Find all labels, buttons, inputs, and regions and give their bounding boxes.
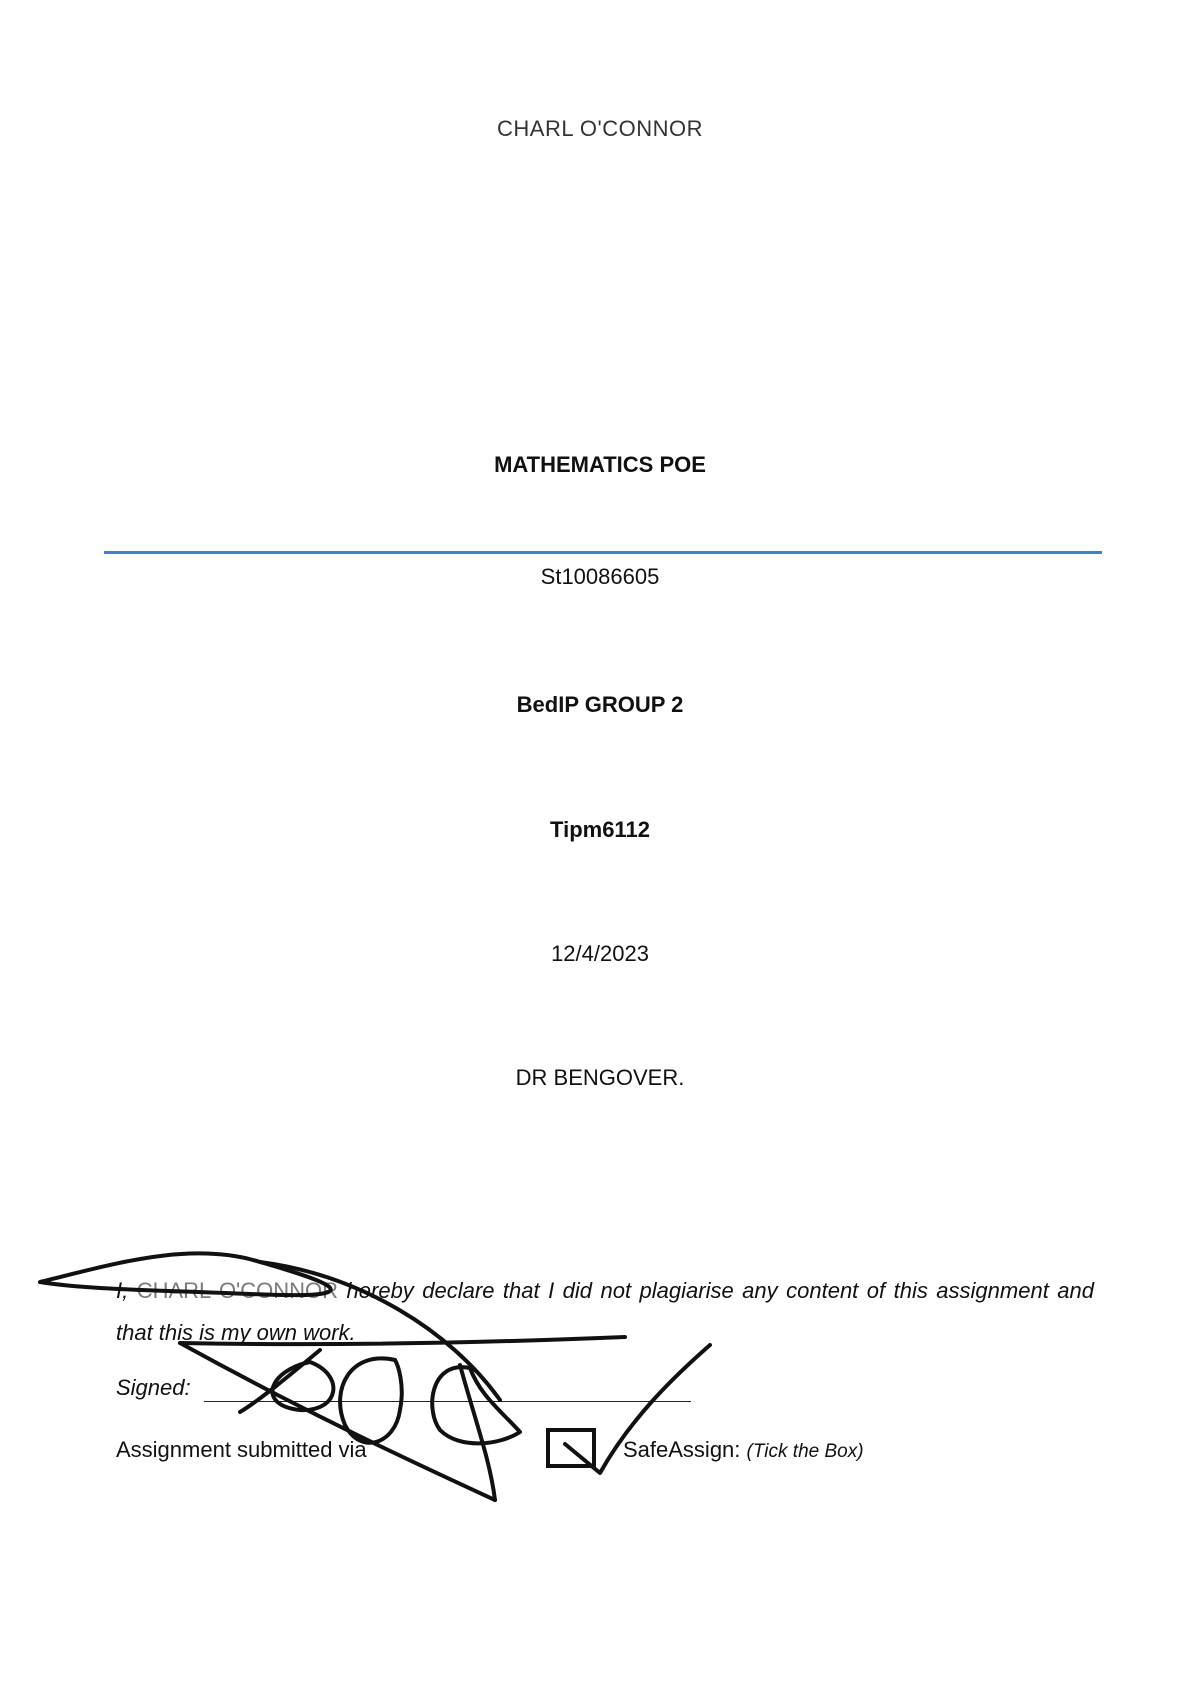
author-name: CHARL O'CONNOR — [497, 116, 703, 141]
document-title: MATHEMATICS POE — [494, 452, 706, 477]
submission-date: 12/4/2023 — [551, 941, 649, 966]
plagiarism-declaration — [116, 1270, 1094, 1354]
signature-cross-line — [240, 1350, 320, 1412]
student-number: St10086605 — [540, 564, 660, 589]
signature-loop-right — [432, 1367, 520, 1443]
title-divider — [104, 551, 1102, 554]
signature-line — [204, 1401, 691, 1402]
module-code: Tipm6112 — [550, 817, 650, 842]
signed-label: Signed: — [116, 1375, 191, 1400]
safeassign-checkbox[interactable] — [546, 1428, 596, 1468]
declaration-name: CHARL O'CONNOR — [136, 1278, 339, 1303]
group-name: BedIP GROUP 2 — [516, 692, 684, 717]
signature-loop-left — [272, 1362, 333, 1410]
declaration-prefix: I, — [116, 1278, 129, 1303]
signature-tail — [460, 1365, 495, 1500]
submission-prefix: Assignment submitted via — [116, 1437, 367, 1462]
safeassign-option — [623, 1435, 864, 1467]
signature-diagonal — [180, 1343, 495, 1500]
lecturer-name: DR BENGOVER. — [515, 1065, 685, 1090]
declaration-text: hereby declare that I did not plagiarise any content of this assignment and that this is my own work. — [116, 1278, 1094, 1345]
tick-box-hint: (Tick the Box) — [746, 1441, 864, 1462]
safeassign-label: SafeAssign: — [623, 1437, 741, 1462]
